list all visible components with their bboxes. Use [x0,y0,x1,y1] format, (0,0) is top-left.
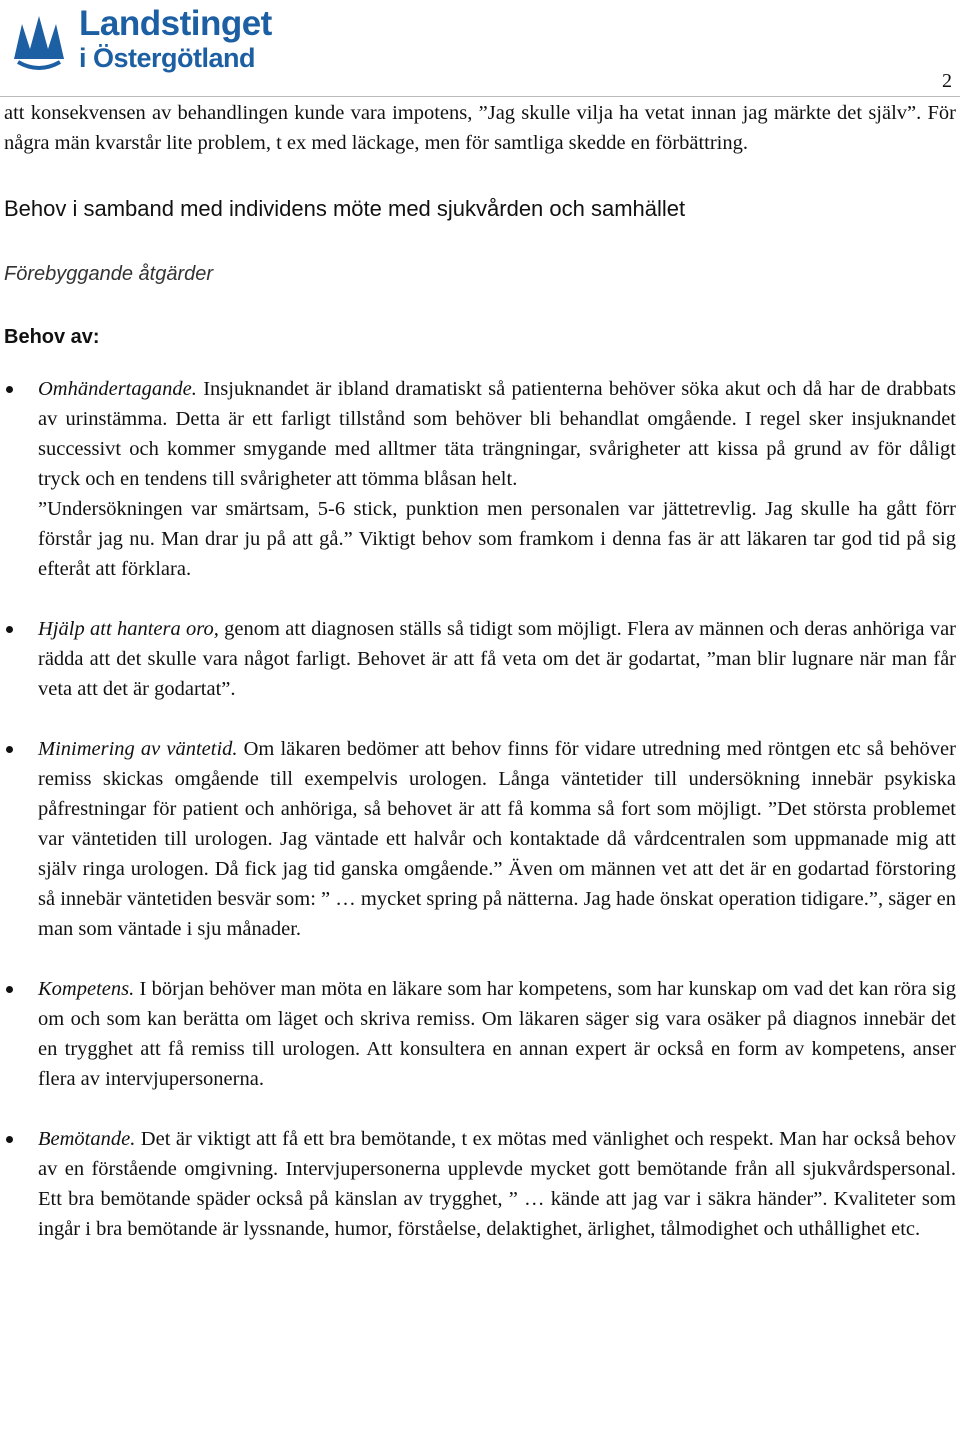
item-text: I början behöver man möta en läkare som har kompetens, som har kunskap om vad det kan röra sig om och som kan berätta om läget och skriva remiss. Om läkaren säger sig vara osäker på diagnos innebär det en trygghet att få remiss till urologen. Att konsultera en annan expert är också en form av kompetens, anser flera av intervjupersonerna. [38,978,956,1090]
item-lead: Omhändertagande. [38,378,197,400]
logo-emblem-icon [4,4,74,74]
logo-line2: i Östergötland [79,43,256,73]
list-item [4,374,956,584]
logo-line1: Landstinget [79,4,272,43]
item-lead: Kompetens. [38,978,135,1000]
item-lead: Hjälp att hantera oro, [38,618,219,640]
item-text: Det är viktigt att få ett bra bemötande, t ex mötas med vänlighet och respekt. Man har också behov av en förstående omgivning. Intervjupersonerna upplevde mycket gott bemötande från all sjukvårdspersonal. Ett bra bemötande späder också på känslan av trygghet, ” … kände att jag var i säkra händer”. Kvaliteter som ingår i bra bemötande är lyssnande, humor, förståelse, delaktighet, ärlighet, tålmodighet och uthållighet etc. [38,1128,956,1240]
page-number: 2 [942,70,952,92]
bullet-icon [6,746,13,753]
header-divider [0,96,960,97]
list-item [4,1124,956,1244]
bullet-icon [6,986,13,993]
item-lead: Bemötande. [38,1128,136,1150]
document-body [4,98,956,1274]
list-item [4,614,956,704]
subsection-heading: Förebyggande åtgärder [4,263,214,285]
section-heading: Behov i samband med individens möte med sjukvården och samhället [4,196,686,221]
intro-paragraph: att konsekvensen av behandlingen kunde vara impotens, ”Jag skulle vilja ha vetat innan jag märkte det själv”. För några män kvarstår lite problem, t ex med läckage, men för samtliga skedde en förbättring. [4,102,956,154]
item-lead: Minimering av väntetid. [38,738,238,760]
needs-heading: Behov av: [4,326,100,348]
bullet-icon [6,626,13,633]
item-text: genom att diagnosen ställs så tidigt som möjligt. Flera av männen och deras anhöriga var rädda att det skulle vara något farligt. Behovet är att få veta om det är godartat, ”man blir lugnare när man får veta att det är godartat”. [38,618,956,700]
needs-list [4,374,956,1244]
item-text: Insjuknandet är ibland dramatiskt så patienterna behöver söka akut och då har de drabbats av urinstämma. Detta är ett farligt tillstånd som behöver bli behandlat omgående. I regel sker insjuknandet successivt och kommer smygande med alltmer täta trängningar, svårigheter att kissa på grund av för dåligt tryck och en tendens till svårigheter att tömma blåsan helt. [38,378,956,490]
bullet-icon [6,1136,13,1143]
item-quote: ”Undersökningen var smärtsam, 5-6 stick, punktion men personalen var jättetrevlig. Jag skulle ha gått förr förstår jag nu. Man drar ju på att gå.” Viktigt behov som framkom i denna fas är att läkaren tar god tid på sig efteråt att förklara. [38,498,956,580]
list-item [4,734,956,944]
landstinget-logo [4,4,304,76]
item-text: Om läkaren bedömer att behov finns för vidare utredning med röntgen etc så behöver remiss skickas omgående till exempelvis urologen. Långa väntetider till undersökning innebär psykiska påfrestningar för patient och anhöriga, så behovet är att få komma så fort som möjligt. ”Det största problemet var väntetiden till urologen. Jag väntade ett halvår och kontaktade då vårdcentralen som uppmanade mig att själv ringa urologen. Då fick jag tid ganska omgående.” Även om männen vet att det är en godartad förstoring så innebär väntetiden besvär som: ” … mycket spring på nätterna. Jag hade önskat operation tidigare.”, säger en man som väntade i sju månader. [38,738,956,940]
bullet-icon [6,386,13,393]
list-item [4,974,956,1094]
